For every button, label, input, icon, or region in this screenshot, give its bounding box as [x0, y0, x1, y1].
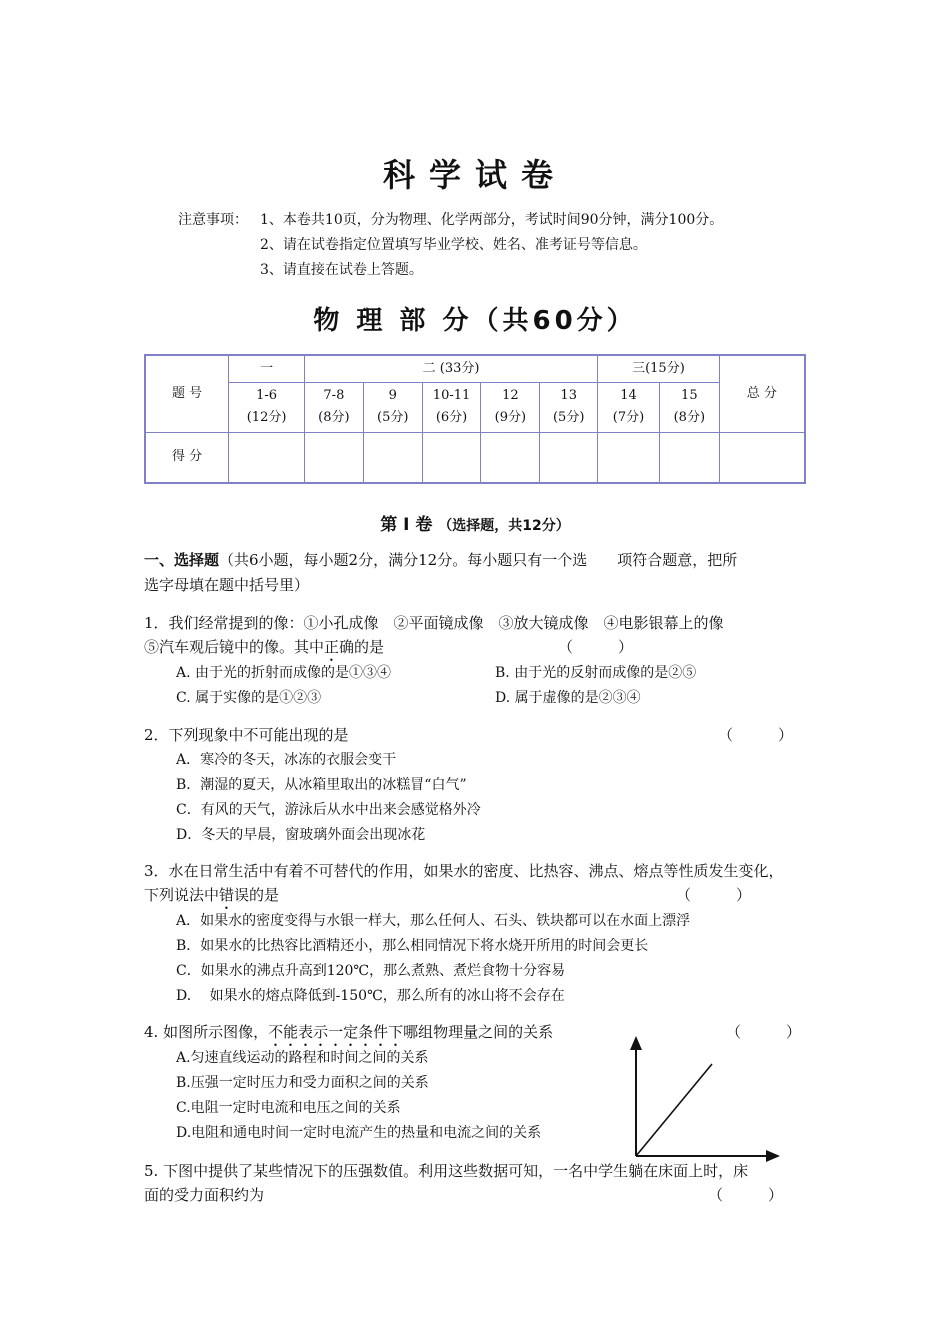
q4-option-a[interactable]: A.匀速直线运动的路程和时间之间的关系 — [176, 1050, 429, 1066]
q1-option-d[interactable]: D. 属于虚像的是②③④ — [495, 690, 641, 706]
volume-main: 第 Ⅰ 卷 — [380, 515, 433, 535]
item-cell: 9 (5分) — [363, 382, 422, 432]
q2-option-c[interactable]: C．有风的天气，游泳后从水中出来会感觉格外冷 — [176, 802, 481, 818]
q4-answer-bracket[interactable]: （ ） — [726, 1023, 802, 1041]
section1-line1: 一、选择题（共6小题，每小题2分，满分12分。每小题只有一个选 项符合题意，把所 — [144, 551, 738, 569]
note-item-3: 3、请直接在试卷上答题。 — [260, 262, 423, 278]
total-score-field[interactable] — [719, 432, 805, 483]
score-table — [144, 354, 806, 484]
q1-answer-bracket[interactable]: （ ） — [558, 638, 634, 656]
row-label-score: 得 分 — [145, 432, 229, 483]
q1-option-c[interactable]: C. 属于实像的是①②③ — [176, 690, 322, 706]
note-item-2: 2、请在试卷指定位置填写毕业学校、姓名、准考证号等信息。 — [260, 237, 647, 253]
q2-stem: 2．下列现象中不可能出现的是 — [144, 726, 349, 744]
section1-line2: 选字母填在题中括号里） — [144, 576, 310, 594]
score-field[interactable] — [481, 432, 540, 483]
volume-heading — [0, 510, 950, 535]
q2-answer-bracket[interactable]: （ ） — [718, 726, 794, 744]
q4-stem: 4. 如图所示图像，不能表示一定条件下哪组物理量之间的关系 — [144, 1023, 554, 1041]
notes-label: 注意事项： — [178, 212, 248, 228]
item-cell: 7-8 (8分) — [304, 382, 363, 432]
q5-answer-bracket[interactable]: （ ） — [708, 1186, 784, 1204]
score-field[interactable] — [422, 432, 481, 483]
q4-graph — [626, 1036, 780, 1162]
exam-title: 科学试卷 — [382, 156, 567, 194]
q1-line2: ⑤汽车观后镜中的像。其中正确的是 — [144, 638, 385, 656]
score-field[interactable] — [659, 432, 719, 483]
group-one: 一 — [229, 355, 305, 382]
q4-option-b[interactable]: B.压强一定时压力和受力面积之间的关系 — [176, 1075, 429, 1091]
row-label-number: 题 号 — [145, 355, 229, 432]
item-cell: 14 (7分) — [598, 382, 660, 432]
group-two: 二 (33分) — [304, 355, 597, 382]
item-cell: 10-11 (6分) — [422, 382, 481, 432]
q3-line1: 3．水在日常生活中有着不可替代的作用，如果水的密度、比热容、沸点、熔点等性质发生变化， — [144, 862, 784, 880]
q1-option-b[interactable]: B. 由于光的反射而成像的是②⑤ — [495, 665, 697, 681]
section-title: 物 理 部 分（共60分） — [313, 306, 637, 336]
q3-option-c[interactable]: C．如果水的沸点升高到120℃，那么煮熟、煮烂食物十分容易 — [176, 963, 566, 979]
q1-line1: 1．我们经常提到的像：①小孔成像 ②平面镜成像 ③放大镜成像 ④电影银幕上的像 — [144, 614, 724, 632]
item-cell: 1-6 (12分) — [229, 382, 305, 432]
q3-option-a[interactable]: A．如果水的密度变得与水银一样大，那么任何人、石头、铁块都可以在水面上漂浮 — [176, 913, 691, 929]
q2-option-b[interactable]: B．潮湿的夏天，从冰箱里取出的冰糕冒“白气” — [176, 777, 467, 793]
item-cell: 12 (9分) — [481, 382, 540, 432]
graph-line — [636, 1064, 712, 1156]
volume-sub: （选择题，共12分） — [438, 518, 570, 534]
q4-option-c[interactable]: C.电阻一定时电流和电压之间的关系 — [176, 1100, 401, 1116]
score-field[interactable] — [363, 432, 422, 483]
section1-heading: 一、选择题 — [144, 551, 220, 569]
score-field[interactable] — [304, 432, 363, 483]
q3-option-d[interactable]: D. 如果水的熔点降低到-150℃，那么所有的冰山将不会存在 — [176, 988, 565, 1004]
q3-answer-bracket[interactable]: （ ） — [676, 886, 752, 904]
item-cell: 15 (8分) — [659, 382, 719, 432]
group-three: 三(15分) — [598, 355, 720, 382]
score-field[interactable] — [229, 432, 305, 483]
q3-option-b[interactable]: B．如果水的比热容比酒精还小，那么相同情况下将水烧开所用的时间会更长 — [176, 938, 649, 954]
q5-line1: 5. 下图中提供了某些情况下的压强数值。利用这些数据可知，一名中学生躺在床面上时，床 — [144, 1162, 749, 1180]
note-item-1: 1、本卷共10页，分为物理、化学两部分，考试时间90分钟，满分100分。 — [260, 212, 724, 228]
q4-option-d[interactable]: D.电阻和通电时间一定时电流产生的热量和电流之间的关系 — [176, 1125, 542, 1141]
q5-line2: 面的受力面积约为 — [144, 1186, 265, 1204]
item-cell: 13 (5分) — [540, 382, 598, 432]
q1-option-a[interactable]: A. 由于光的折射而成像的是①③④ — [176, 665, 392, 681]
q3-line2: 下列说法中错误的是 — [144, 886, 280, 904]
score-field[interactable] — [598, 432, 660, 483]
total-label: 总 分 — [719, 355, 805, 432]
q2-option-a[interactable]: A．寒冷的冬天，冰冻的衣服会变干 — [176, 752, 397, 768]
q2-option-d[interactable]: D．冬天的早晨，窗玻璃外面会出现冰花 — [176, 827, 426, 843]
score-field[interactable] — [540, 432, 598, 483]
